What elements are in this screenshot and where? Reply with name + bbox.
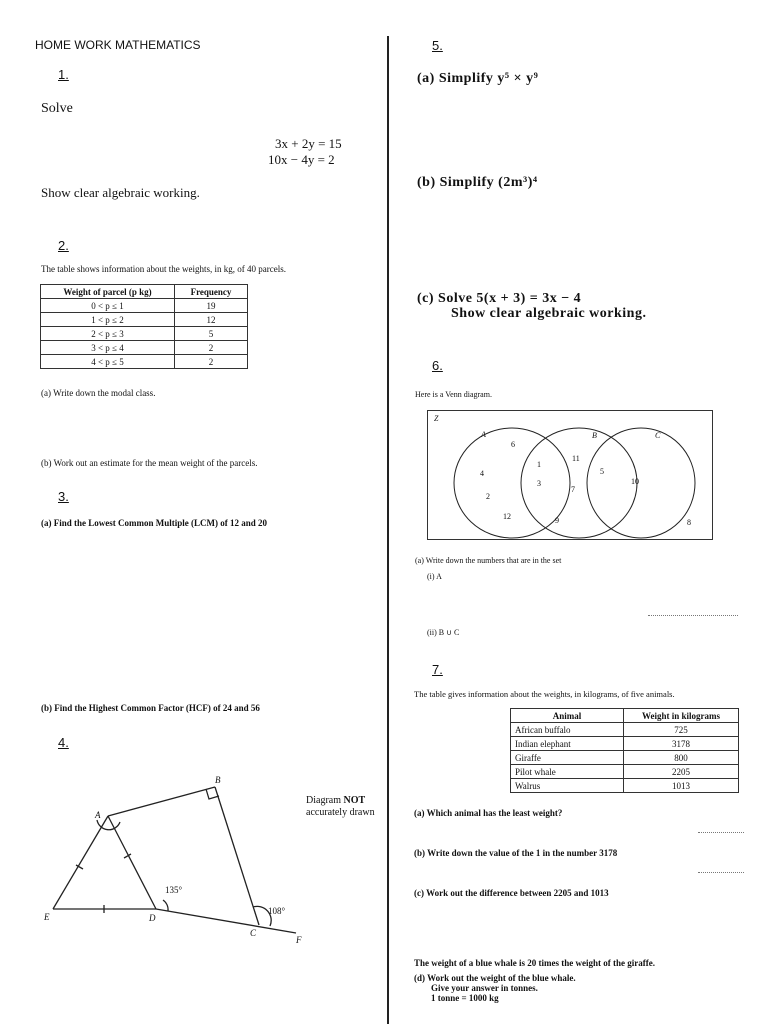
label-set-A: A — [481, 430, 486, 439]
page-title: HOME WORK MATHEMATICS — [35, 38, 201, 52]
table-row — [41, 299, 248, 313]
table-row — [41, 341, 248, 355]
table-cell: 2 — [175, 355, 248, 369]
question-7-number: 7. — [432, 662, 443, 677]
q6-intro: Here is a Venn diagram. — [415, 390, 492, 399]
table-cell: 5 — [175, 327, 248, 341]
q4-geometry-diagram — [0, 770, 385, 950]
venn-value: 4 — [480, 469, 484, 478]
q3-part-a: (a) Find the Lowest Common Multiple (LCM) of 12 and 20 — [41, 518, 267, 528]
table-cell: Pilot whale — [511, 765, 624, 779]
label-F: F — [296, 935, 302, 945]
column-divider — [387, 36, 389, 1024]
q7-intro: The table gives information about the weights, in kilograms, of five animals. — [414, 689, 675, 699]
q2-intro: The table shows information about the weights, in kg, of 40 parcels. — [41, 264, 286, 274]
animal-table-header: Weight in kilograms — [624, 709, 739, 723]
table-row — [511, 779, 739, 793]
venn-value: 2 — [486, 492, 490, 501]
venn-value: 7 — [571, 485, 575, 494]
q2-part-a: (a) Write down the modal class. — [41, 388, 156, 398]
answer-line — [698, 872, 744, 873]
venn-value: 3 — [537, 479, 541, 488]
q7-part-d-note: Give your answer in tonnes. — [431, 983, 538, 993]
q7-part-d-conversion: 1 tonne = 1000 kg — [431, 993, 499, 1003]
table-cell: Giraffe — [511, 751, 624, 765]
q6-part-ii: (ii) B ∪ C — [427, 628, 460, 637]
question-3-number: 3. — [58, 489, 69, 504]
q7-part-c: (c) Work out the difference between 2205 and 1013 — [414, 888, 609, 898]
table-row — [41, 313, 248, 327]
label-set-B: B — [592, 431, 597, 440]
q6-part-i: (i) A — [427, 572, 442, 581]
table-cell: African buffalo — [511, 723, 624, 737]
q1-instruction: Solve — [41, 101, 73, 116]
venn-value: 6 — [511, 440, 515, 449]
question-1-number: 1. — [58, 67, 69, 82]
q7-part-d: (d) Work out the weight of the blue whale. — [414, 973, 576, 983]
table-cell: Indian elephant — [511, 737, 624, 751]
table-cell: 12 — [175, 313, 248, 327]
angle-108-label: 108° — [268, 906, 286, 916]
circle-C — [587, 428, 695, 538]
venn-value: 9 — [555, 516, 559, 525]
q1-note: Show clear algebraic working. — [41, 185, 200, 200]
label-E: E — [44, 912, 50, 922]
venn-value: 5 — [600, 467, 604, 476]
label-A: A — [95, 810, 101, 820]
angle-135-label: 135° — [165, 885, 183, 895]
table-cell: Walrus — [511, 779, 624, 793]
parcel-table — [40, 284, 248, 369]
table-cell: 4 < p ≤ 5 — [41, 355, 175, 369]
table-cell: 800 — [624, 751, 739, 765]
line-EA — [53, 816, 108, 909]
parcel-table-header: Frequency — [175, 285, 248, 299]
question-5-number: 5. — [432, 38, 443, 53]
q7-part-a: (a) Which animal has the least weight? — [414, 808, 563, 818]
table-cell: 2205 — [624, 765, 739, 779]
label-Z: Z — [434, 414, 439, 423]
table-cell: 0 < p ≤ 1 — [41, 299, 175, 313]
q5-part-b: (b) Simplify (2m³)⁴ — [417, 175, 538, 190]
question-6-number: 6. — [432, 358, 443, 373]
answer-line — [648, 615, 738, 616]
note-bold-text: NOT — [343, 795, 366, 806]
venn-value: 11 — [572, 454, 580, 463]
table-cell: 3 < p ≤ 4 — [41, 341, 175, 355]
venn-value: 8 — [687, 518, 691, 527]
q5-part-c-note: Show clear algebraic working. — [451, 306, 647, 321]
label-B: B — [215, 775, 221, 785]
venn-value: 12 — [503, 512, 511, 521]
note-text: accurately drawn — [306, 807, 375, 818]
q2-part-b: (b) Work out an estimate for the mean weight of the parcels. — [41, 458, 258, 468]
q1-equation-2: 10x − 4y = 2 — [268, 152, 335, 167]
question-4-number: 4. — [58, 735, 69, 750]
angle-arc-D — [163, 900, 168, 911]
animal-table-header: Animal — [511, 709, 624, 723]
q5-part-a: (a) Simplify y⁵ × y⁹ — [417, 71, 539, 86]
line-AB — [108, 787, 215, 816]
line-BC — [215, 787, 259, 925]
venn-value: 1 — [537, 460, 541, 469]
venn-value: 10 — [631, 477, 639, 486]
label-set-C: C — [655, 431, 661, 440]
q5-part-c: (c) Solve 5(x + 3) = 3x − 4 — [417, 291, 582, 306]
note-text: Diagram — [306, 795, 341, 806]
universal-set-box — [428, 411, 713, 540]
table-cell: 2 < p ≤ 3 — [41, 327, 175, 341]
table-row — [41, 355, 248, 369]
table-row — [41, 327, 248, 341]
table-cell: 19 — [175, 299, 248, 313]
animal-table — [510, 708, 739, 793]
table-cell: 1 < p ≤ 2 — [41, 313, 175, 327]
table-cell: 2 — [175, 341, 248, 355]
label-D: D — [149, 913, 156, 923]
answer-line — [698, 832, 744, 833]
table-row — [511, 751, 739, 765]
parcel-table-header: Weight of parcel (p kg) — [41, 285, 175, 299]
table-cell: 3178 — [624, 737, 739, 751]
table-row — [511, 737, 739, 751]
line-AD — [108, 816, 156, 909]
table-cell: 725 — [624, 723, 739, 737]
q6-part-a: (a) Write down the numbers that are in the set — [415, 556, 562, 565]
table-row — [511, 723, 739, 737]
q7-blue-whale-statement: The weight of a blue whale is 20 times the weight of the giraffe. — [414, 958, 655, 968]
q7-part-b: (b) Write down the value of the 1 in the number 3178 — [414, 848, 618, 858]
table-cell: 1013 — [624, 779, 739, 793]
q3-part-b: (b) Find the Highest Common Factor (HCF) of 24 and 56 — [41, 703, 260, 713]
q1-equation-1: 3x + 2y = 15 — [275, 136, 342, 151]
question-2-number: 2. — [58, 238, 69, 253]
venn-diagram — [427, 410, 713, 540]
label-C: C — [250, 928, 257, 938]
table-row — [511, 765, 739, 779]
